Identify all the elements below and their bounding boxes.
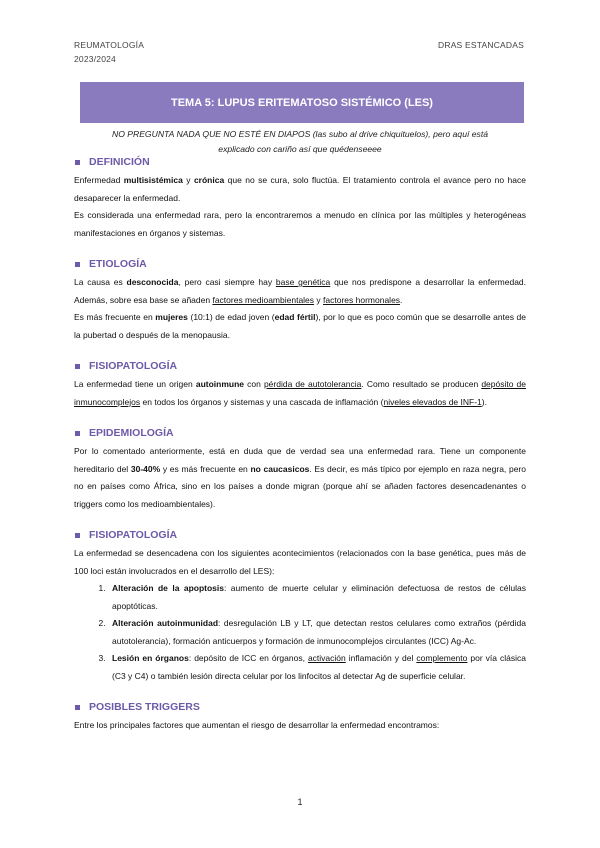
heading-fisiopatologia: FISIOPATOLOGÍA — [89, 360, 178, 372]
header-course — [74, 38, 144, 66]
section-fisiopatologia — [74, 357, 526, 411]
paragraph: La enfermedad se desencadena con los siguientes acontecimientos (relacionados con la base genética, pues más de 100 loci están involucrados en el desarrollo del LES): — [74, 548, 526, 576]
square-bullet-icon — [75, 262, 80, 267]
paragraph: Enfermedad multisistémica y crónica que no se cura, solo fluctúa. El tratamiento controla el avance pero no hace desaparecer la enfermedad. — [74, 175, 526, 203]
header-subject: REUMATOLOGÍA — [74, 40, 145, 50]
section-heading — [74, 698, 526, 716]
page-title: TEMA 5: LUPUS ERITEMATOSO SISTÉMICO (LES) — [80, 82, 524, 123]
heading-definicion: DEFINICIÓN — [89, 156, 150, 168]
heading-epidemiologia: EPIDEMIOLOGÍA — [89, 427, 174, 439]
list-item: 2. Alteración autoinmunidad: desregulación LB y LT, que detectan restos celulares como extraños (pérdida autotolerancia), formación anticuerpos y formación de inmunocomplejos circulantes (ICC) Ag-Ac. — [108, 615, 526, 650]
heading-triggers: POSIBLES TRIGGERS — [89, 701, 200, 713]
header-authors: DRAS ESTANCADAS — [438, 40, 524, 50]
paragraph: Es más frecuente en mujeres (10:1) de edad joven (edad fértil), por lo que es poco común que se desarrolle antes de la pubertad o después de la menopausia. — [74, 312, 526, 340]
section-heading — [74, 424, 526, 442]
section-triggers — [74, 698, 526, 735]
square-bullet-icon — [75, 533, 80, 538]
square-bullet-icon — [75, 705, 80, 710]
section-etiologia — [74, 255, 526, 344]
section-heading — [74, 255, 526, 273]
paragraph: La causa es desconocida, pero casi siempre hay base genética que nos predispone a desarrollar la enfermedad. Además, sobre esa base se añaden factores medioambientales y factores hormonales. — [74, 277, 527, 305]
section-definicion — [74, 153, 526, 242]
section-heading — [74, 153, 526, 171]
intro-line-1: NO PREGUNTA NADA QUE NO ESTÉ EN DIAPOS (las subo al drive chiquituelos), pero aquí está — [111, 129, 489, 139]
square-bullet-icon — [75, 431, 80, 436]
list-item: 1. Alteración de la apoptosis: aumento de muerte celular y eliminación defectuosa de restos de células apoptóticas. — [108, 580, 526, 615]
heading-fisiopatologia: FISIOPATOLOGÍA — [89, 529, 178, 541]
header-year: 2023/2024 — [74, 54, 116, 64]
section-heading — [74, 526, 526, 544]
section-fisiopatologia-eventos — [74, 526, 526, 685]
paragraph: Es considerada una enfermedad rara, pero la encontraremos a menudo en clínica por las múltiples y heterogéneas manifestaciones en órganos y sistemas. — [74, 210, 526, 238]
heading-etiologia: ETIOLOGÍA — [89, 258, 147, 270]
square-bullet-icon — [75, 160, 80, 165]
numbered-list — [74, 580, 526, 685]
paragraph: Entre los principales factores que aumentan el riesgo de desarrollar la enfermedad encontramos: — [74, 720, 440, 730]
square-bullet-icon — [75, 364, 80, 369]
paragraph: Por lo comentado anteriormente, está en duda que de verdad sea una enfermedad rara. Tiene un componente hereditario del 30-40% y es más frecuente en no caucasicos. Es decir, es más típico por ejemplo en raza negra, pero no en países como África, sino en los países a donde migran (porque ahí se añaden factores desencadenantes o triggers como los medioambientales). — [74, 446, 526, 509]
document-body — [74, 153, 526, 748]
intro-line-2: explicado con cariño así que quédenseeee — [218, 144, 382, 154]
section-epidemiologia — [74, 424, 526, 513]
page-number: 1 — [297, 797, 303, 807]
section-heading — [74, 357, 526, 375]
list-item: 3. Lesión en órganos: depósito de ICC en órganos, activación inflamación y del complemento por vía clásica (C3 y C4) o también lesión directa celular por los linfocitos al detectar Ag de superficie celular. — [108, 650, 526, 685]
paragraph: La enfermedad tiene un origen autoinmune con pérdida de autotolerancia. Como resultado se producen depósito de inmunocomplejos en todos los órganos y sistemas y una cascada de inflamación (niveles elevados de INF-1). — [74, 379, 527, 407]
